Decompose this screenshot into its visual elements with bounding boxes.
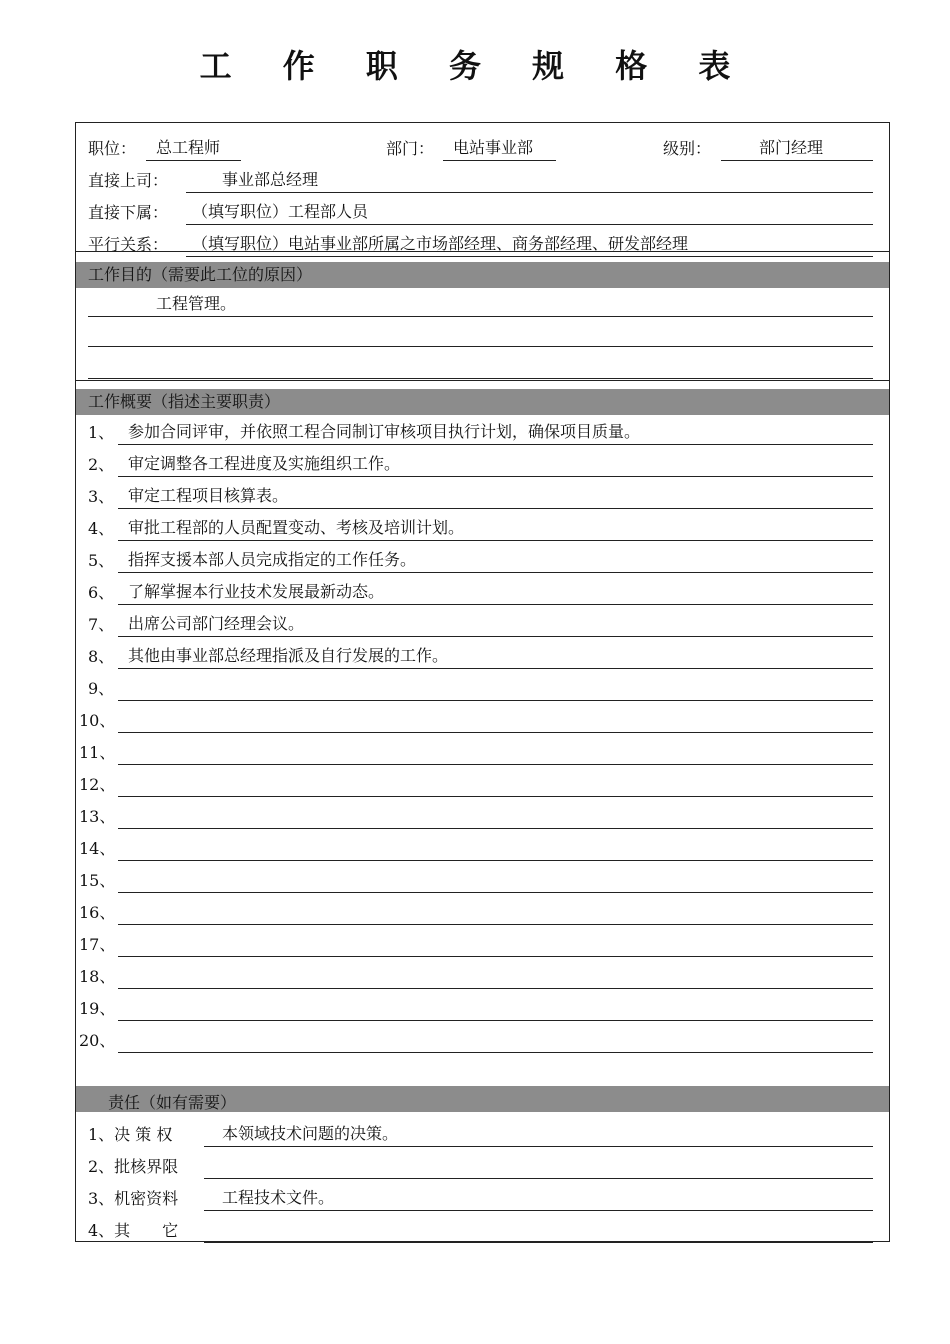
subordinate-field[interactable] [186, 200, 873, 225]
job-spec-form [75, 122, 890, 1242]
subordinate-label: 直接下属： [88, 203, 169, 222]
item-number: 7、 [88, 615, 115, 634]
level-label: 级别： [663, 139, 712, 158]
summary-heading-band [76, 389, 889, 415]
item-number: 18、 [79, 967, 116, 986]
summary-item [76, 575, 889, 605]
summary-item [76, 479, 889, 509]
summary-item [76, 831, 889, 861]
parallel-field[interactable] [186, 232, 873, 257]
position-label: 职位： [88, 139, 137, 158]
summary-item [76, 607, 889, 637]
dept-value: 电站事业部 [453, 138, 534, 157]
responsibility-label: 3、机密资料 [88, 1189, 179, 1208]
item-field[interactable] [118, 804, 873, 829]
summary-item [76, 511, 889, 541]
item-number: 5、 [88, 551, 115, 570]
summary-item [76, 991, 889, 1021]
item-number: 17、 [79, 935, 116, 954]
responsibility-heading-band [76, 1086, 889, 1112]
summary-item [76, 639, 889, 669]
item-field[interactable] [118, 452, 873, 477]
item-number: 8、 [88, 647, 115, 666]
responsibility-value: 工程技术文件。 [222, 1188, 335, 1207]
summary-item [76, 767, 889, 797]
responsibility-field[interactable] [204, 1154, 873, 1179]
parallel-value: （填写职位）电站事业部所属之市场部经理、商务部经理、研发部经理 [192, 234, 689, 253]
item-field[interactable] [118, 996, 873, 1021]
summary-heading: 工作概要（指述主要职责） [88, 392, 281, 411]
responsibility-field[interactable] [204, 1122, 873, 1147]
item-number: 20、 [79, 1031, 116, 1050]
header-row-subordinate [76, 195, 889, 225]
summary-item [76, 703, 889, 733]
item-field[interactable] [118, 900, 873, 925]
position-value: 总工程师 [156, 138, 221, 157]
summary-item [76, 927, 889, 957]
header-row-superior [76, 163, 889, 193]
purpose-field[interactable] [88, 354, 873, 379]
item-field[interactable] [118, 484, 873, 509]
responsibility-item [76, 1149, 889, 1179]
item-number: 6、 [88, 583, 115, 602]
superior-value: 事业部总经理 [222, 170, 319, 189]
item-number: 12、 [79, 775, 116, 794]
responsibility-heading: 责任（如有需要） [108, 1093, 237, 1112]
dept-label: 部门： [386, 139, 435, 158]
summary-item [76, 543, 889, 573]
item-field[interactable] [118, 548, 873, 573]
summary-item [76, 799, 889, 829]
item-number: 4、 [88, 519, 115, 538]
purpose-heading: 工作目的（需要此工位的原因） [88, 265, 313, 284]
responsibility-field[interactable] [204, 1186, 873, 1211]
position-field[interactable] [146, 136, 241, 161]
summary-item [76, 447, 889, 477]
item-text: 审定调整各工程进度及实施组织工作。 [128, 454, 401, 473]
item-text: 了解掌握本行业技术发展最新动态。 [128, 582, 385, 601]
purpose-value: 工程管理。 [156, 294, 237, 313]
subordinate-value: （填写职位）工程部人员 [192, 202, 369, 221]
divider [76, 380, 889, 381]
superior-label: 直接上司： [88, 171, 169, 190]
parallel-label: 平行关系： [88, 235, 169, 254]
dept-field[interactable] [443, 136, 556, 161]
level-field[interactable] [721, 136, 873, 161]
item-number: 1、 [88, 423, 115, 442]
item-number: 3、 [88, 487, 115, 506]
item-text: 出席公司部门经理会议。 [128, 614, 305, 633]
page-title: 工 作 职 务 规 格 表 [199, 47, 751, 85]
purpose-field[interactable] [88, 292, 873, 317]
responsibility-item [76, 1117, 889, 1147]
header-row-parallel [76, 227, 889, 257]
summary-item [76, 1023, 889, 1053]
responsibility-label: 2、批核界限 [88, 1157, 179, 1176]
summary-item [76, 959, 889, 989]
item-field[interactable] [118, 1028, 873, 1053]
purpose-line [76, 287, 889, 317]
item-number: 9、 [88, 679, 115, 698]
item-text: 其他由事业部总经理指派及自行发展的工作。 [128, 646, 449, 665]
item-field[interactable] [118, 772, 873, 797]
item-number: 10、 [79, 711, 116, 730]
item-number: 15、 [79, 871, 116, 890]
item-number: 16、 [79, 903, 116, 922]
item-field[interactable] [118, 708, 873, 733]
purpose-line [76, 349, 889, 379]
responsibility-label: 1、决 策 权 [88, 1125, 173, 1144]
item-field[interactable] [118, 676, 873, 701]
responsibility-value: 本领域技术问题的决策。 [222, 1124, 399, 1143]
item-text: 指挥支援本部人员完成指定的工作任务。 [128, 550, 417, 569]
item-number: 13、 [79, 807, 116, 826]
purpose-field[interactable] [88, 322, 873, 347]
purpose-heading-band [76, 262, 889, 288]
item-number: 2、 [88, 455, 115, 474]
summary-item [76, 671, 889, 701]
item-field[interactable] [118, 836, 873, 861]
responsibility-field[interactable] [204, 1218, 873, 1243]
item-number: 11、 [79, 743, 116, 762]
summary-item [76, 735, 889, 765]
item-field[interactable] [118, 516, 873, 541]
summary-item [76, 863, 889, 893]
summary-item [76, 895, 889, 925]
responsibility-label: 4、其 它 [88, 1221, 179, 1240]
level-value: 部门经理 [759, 138, 824, 157]
item-number: 19、 [79, 999, 116, 1018]
header-row-1 [76, 131, 889, 161]
summary-item [76, 415, 889, 445]
item-field[interactable] [118, 420, 873, 445]
item-field[interactable] [118, 644, 873, 669]
superior-field[interactable] [186, 168, 873, 193]
purpose-line [76, 317, 889, 347]
item-field[interactable] [118, 612, 873, 637]
item-field[interactable] [118, 868, 873, 893]
responsibility-item [76, 1181, 889, 1211]
divider [76, 251, 889, 252]
item-field[interactable] [118, 932, 873, 957]
item-text: 参加合同评审，并依照工程合同制订审核项目执行计划，确保项目质量。 [128, 422, 641, 441]
item-field[interactable] [118, 580, 873, 605]
item-field[interactable] [118, 964, 873, 989]
item-number: 14、 [79, 839, 116, 858]
item-field[interactable] [118, 740, 873, 765]
item-text: 审批工程部的人员配置变动、考核及培训计划。 [128, 518, 465, 537]
responsibility-item [76, 1213, 889, 1243]
item-text: 审定工程项目核算表。 [128, 486, 289, 505]
